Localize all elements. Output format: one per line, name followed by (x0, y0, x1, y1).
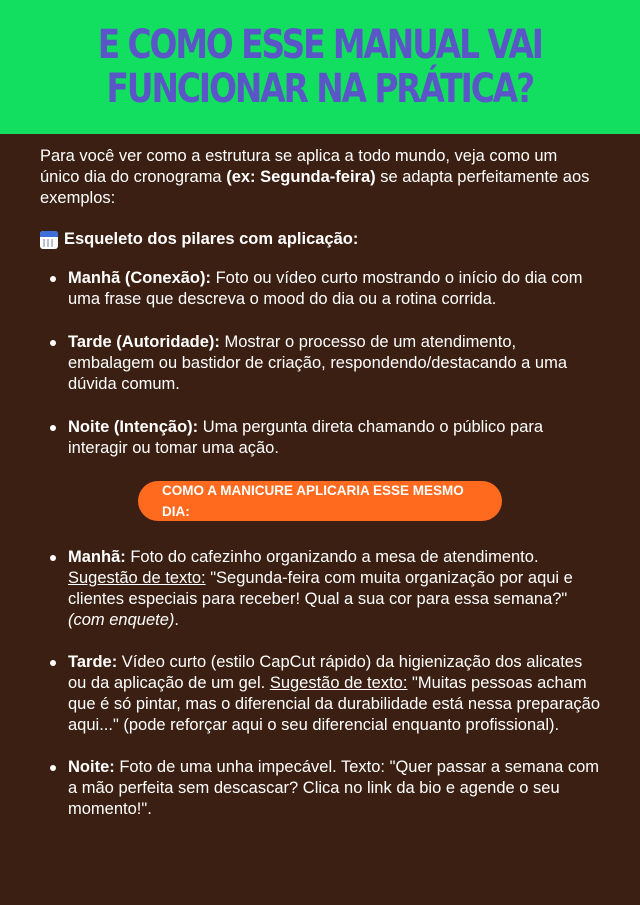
pillars-list (40, 268, 600, 459)
example-italic: (com enquete) (68, 611, 175, 629)
examples-list (40, 547, 600, 820)
list-item (40, 417, 600, 459)
pillar-text: Foto ou vídeo curto mostrando o início do dia com uma frase que descreva o mood do dia ou a rotina corrida. (68, 269, 583, 308)
main-content (0, 134, 640, 820)
suggestion-label: Sugestão de texto: (269, 674, 408, 692)
list-item (40, 268, 600, 310)
example-label: Manhã: (68, 548, 126, 566)
page-header (0, 0, 640, 134)
calendar-icon (40, 231, 58, 249)
page-title (98, 23, 542, 111)
example-text: . (174, 611, 179, 629)
intro-text-before: Para você ver como a estrutura se aplica a todo mundo, veja como um único dia do cronograma (40, 147, 558, 186)
example-text: Vídeo curto (estilo CapCut rápido) da higienização dos alicates ou da aplicação de um gel. (68, 653, 583, 692)
section-title (40, 229, 600, 250)
example-label: Tarde: (68, 653, 118, 671)
intro-bold: (ex: Segunda-feira) (226, 168, 376, 186)
list-item (40, 652, 600, 736)
intro-paragraph (40, 146, 600, 209)
manicure-example-banner: COMO A MANICURE APLICARIA ESSE MESMO DIA: (138, 481, 502, 521)
example-text: "Segunda-feira com muita organização por aqui e clientes especiais para receber! Qual a sua cor para essa semana?" (68, 569, 573, 608)
example-text: "Muitas pessoas acham que é só pintar, mas o diferencial da durabilidade está nessa preparação aqui..." (pode reforçar aqui o seu diferencial enquanto profissional). (68, 674, 601, 734)
pillar-label: Noite (Intenção): (68, 418, 199, 436)
pillar-text: Mostrar o processo de um atendimento, embalagem ou bastidor de criação, respondendo/destacando a uma dúvida comum. (68, 333, 567, 393)
section-title-text: Esqueleto dos pilares com aplicação: (64, 230, 359, 248)
cta-wrapper (40, 481, 600, 521)
intro-text-after: se adapta perfeitamente aos exemplos: (40, 168, 590, 207)
example-text: Foto de uma unha impecável. Texto: "Quer passar a semana com a mão perfeita sem descascar? Clica no link da bio e agende o seu momento!". (68, 758, 600, 818)
pillar-label: Manhã (Conexão): (68, 269, 212, 287)
pillar-label: Tarde (Autoridade): (68, 333, 220, 351)
pillar-text: Uma pergunta direta chamando o público para interagir ou tomar uma ação. (68, 418, 544, 457)
list-item (40, 547, 600, 631)
example-text: Foto do cafezinho organizando a mesa de atendimento. (125, 548, 539, 566)
example-label: Noite: (68, 758, 115, 776)
list-item (40, 757, 600, 820)
title-line-1: E COMO ESSE MANUAL VAI (97, 22, 543, 68)
suggestion-label: Sugestão de texto: (68, 569, 206, 587)
title-line-2: FUNCIONAR NA PRÁTICA? (106, 66, 534, 112)
list-item (40, 332, 600, 395)
